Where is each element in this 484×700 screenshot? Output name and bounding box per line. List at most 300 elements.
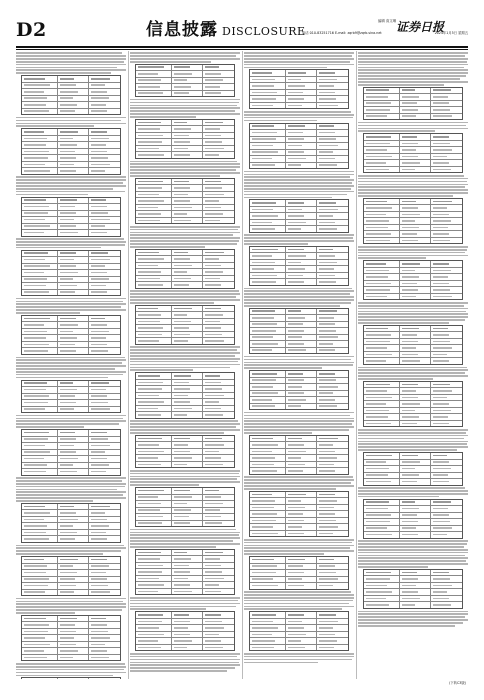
table-cell — [203, 638, 234, 644]
text-line — [16, 61, 124, 63]
table-cell — [89, 590, 120, 596]
table-cell — [286, 455, 318, 461]
cell-text — [433, 384, 450, 386]
table-cell — [364, 466, 400, 472]
cell-text — [366, 328, 388, 330]
table-cell — [203, 282, 234, 288]
table-cell — [364, 141, 400, 147]
table-cell — [250, 391, 286, 397]
table-cell — [58, 76, 90, 82]
table-cell — [286, 625, 318, 631]
text-line — [358, 316, 468, 318]
cell-text — [319, 268, 334, 270]
cell-text — [138, 252, 159, 254]
text-line — [130, 484, 199, 486]
text-line — [130, 293, 240, 295]
paragraph — [130, 99, 240, 118]
cell-text — [91, 199, 106, 201]
table-cell — [317, 404, 348, 410]
cell-text — [288, 164, 302, 166]
cell-text — [252, 572, 276, 574]
table-cell — [58, 635, 90, 641]
cell-text — [319, 255, 334, 257]
text-line — [244, 243, 308, 245]
table-cell — [286, 378, 318, 384]
table-cell — [400, 238, 432, 244]
table-cell — [172, 412, 204, 418]
table-cell — [58, 168, 90, 174]
cell-text — [319, 500, 337, 502]
table-cell — [203, 319, 234, 325]
text-line — [244, 296, 354, 298]
text-line — [130, 364, 240, 366]
table-cell — [250, 213, 286, 219]
table-cell — [364, 287, 400, 293]
cell-text — [60, 519, 78, 521]
text-line — [358, 195, 453, 197]
table-cell — [317, 322, 348, 328]
cell-text — [60, 445, 75, 447]
table-cell — [431, 453, 462, 459]
table-cell — [136, 393, 172, 399]
cell-text — [138, 451, 164, 453]
table-cell — [250, 531, 286, 537]
table-cell — [22, 322, 58, 328]
cell-text — [319, 145, 337, 147]
table-cell — [136, 179, 172, 185]
table-cell — [364, 460, 400, 466]
table-cell — [58, 678, 90, 679]
table-cell — [431, 160, 462, 166]
table-cell — [286, 124, 318, 130]
text-line — [130, 113, 240, 115]
cell-text — [205, 207, 220, 209]
table-cell — [172, 269, 204, 275]
cell-text — [252, 79, 275, 81]
cell-text — [402, 461, 420, 463]
table-cell — [89, 523, 120, 529]
cell-text — [138, 621, 162, 623]
cell-text — [138, 401, 164, 403]
cell-text — [138, 154, 164, 156]
table-cell — [286, 511, 318, 517]
cell-text — [60, 382, 74, 384]
cell-text — [138, 200, 164, 202]
text-line — [16, 191, 125, 193]
table-row — [136, 218, 234, 224]
table-cell — [136, 306, 172, 312]
text-line — [130, 369, 193, 371]
table-cell — [22, 616, 58, 622]
cell-text — [366, 572, 391, 574]
table-cell — [22, 329, 58, 335]
table-cell — [400, 532, 432, 538]
table-cell — [286, 207, 318, 213]
cell-text — [319, 640, 337, 642]
text-line — [244, 608, 342, 610]
cell-text — [138, 634, 164, 636]
table-cell — [89, 277, 120, 283]
table-cell — [286, 371, 318, 377]
text-line — [130, 426, 236, 428]
table-cell — [364, 281, 400, 287]
cell-text — [366, 474, 388, 476]
table-cell — [89, 381, 120, 387]
text-line — [358, 490, 468, 492]
table-row — [22, 290, 120, 296]
table-row — [364, 532, 462, 538]
cell-text — [433, 89, 451, 91]
text-line — [130, 163, 240, 165]
table-cell — [89, 329, 120, 335]
text-line — [244, 356, 354, 358]
text-line — [130, 358, 240, 360]
table-cell — [172, 263, 204, 269]
text-line — [130, 172, 240, 174]
table-cell — [431, 382, 462, 388]
cell-text — [24, 525, 47, 527]
table-cell — [172, 514, 204, 520]
cell-text — [91, 525, 109, 527]
column-divider — [356, 51, 357, 679]
table-cell — [364, 506, 400, 512]
text-line — [358, 81, 468, 83]
text-line — [130, 52, 240, 54]
cell-text — [174, 503, 188, 505]
cell-text — [366, 283, 391, 285]
table-cell — [364, 147, 400, 153]
table-cell — [172, 65, 204, 71]
table-cell — [203, 325, 234, 331]
cell-text — [60, 278, 74, 280]
cell-text — [91, 252, 108, 254]
cell-text — [174, 321, 192, 323]
table-cell — [431, 414, 462, 420]
table-cell — [364, 107, 400, 113]
table-cell — [400, 114, 432, 120]
table-cell — [431, 526, 462, 532]
cell-text — [252, 125, 274, 127]
cell-text — [60, 272, 78, 274]
cell-text — [402, 474, 420, 476]
cell-text — [91, 445, 109, 447]
table-cell — [364, 268, 400, 274]
cell-text — [24, 110, 49, 112]
table-cell — [286, 557, 318, 563]
table-cell — [203, 152, 234, 158]
table-cell — [58, 290, 90, 296]
text-line — [16, 185, 126, 187]
table-cell — [22, 348, 58, 354]
table-cell — [286, 150, 318, 156]
cell-text — [24, 591, 45, 593]
text-line — [130, 229, 238, 231]
table-row — [250, 279, 348, 285]
cell-text — [252, 621, 273, 623]
table-cell — [58, 577, 90, 583]
cell-text — [205, 148, 223, 150]
text-line — [244, 432, 312, 434]
table-cell — [431, 466, 462, 472]
cell-text — [288, 513, 303, 515]
paragraph — [358, 367, 468, 380]
cell-text — [252, 494, 272, 496]
cell-text — [433, 390, 451, 392]
text-line — [16, 423, 119, 425]
cell-text — [60, 265, 76, 267]
cell-text — [24, 144, 46, 146]
cell-text — [319, 464, 334, 466]
table-cell — [22, 635, 58, 641]
table-cell — [364, 526, 400, 532]
cell-text — [60, 97, 74, 99]
data-table — [363, 87, 463, 121]
table-cell — [250, 309, 286, 315]
data-table — [21, 75, 121, 115]
cell-text — [402, 501, 416, 503]
table-cell — [136, 508, 172, 514]
table-cell — [203, 205, 234, 211]
cell-text — [288, 627, 304, 629]
table-cell — [89, 129, 120, 135]
cell-text — [288, 79, 302, 81]
table-cell — [172, 312, 204, 318]
table-cell — [317, 384, 348, 390]
table-cell — [250, 511, 286, 517]
cell-text — [366, 233, 391, 235]
cell-text — [366, 468, 389, 470]
table-cell — [136, 449, 172, 455]
cell-text — [366, 341, 390, 343]
table-cell — [203, 133, 234, 139]
cell-text — [319, 565, 335, 567]
text-line — [244, 197, 332, 199]
cell-text — [319, 215, 333, 217]
cell-text — [24, 199, 46, 201]
table-cell — [22, 217, 58, 223]
cell-text — [60, 164, 75, 166]
cell-text — [91, 265, 105, 267]
table-cell — [364, 570, 400, 576]
text-line — [16, 494, 123, 496]
table-cell — [286, 247, 318, 253]
paragraph — [244, 591, 354, 610]
table-cell — [286, 130, 318, 136]
cell-text — [433, 162, 448, 164]
table-cell — [172, 638, 204, 644]
table-cell — [250, 498, 286, 504]
cell-text — [433, 270, 451, 272]
table-cell — [400, 414, 432, 420]
cell-text — [174, 314, 188, 316]
table-cell — [431, 141, 462, 147]
cell-text — [91, 164, 109, 166]
table-cell — [22, 583, 58, 589]
paragraph — [130, 653, 240, 672]
cell-text — [252, 330, 276, 332]
text-line — [130, 290, 239, 292]
table-cell — [58, 583, 90, 589]
cell-text — [60, 572, 78, 574]
cell-text — [205, 79, 223, 81]
cell-text — [60, 225, 76, 227]
text-line — [358, 446, 468, 448]
cell-text — [60, 252, 77, 254]
text-line — [358, 302, 468, 304]
text-line — [244, 64, 354, 66]
cell-text — [433, 410, 451, 412]
cell-text — [174, 591, 192, 593]
table-cell — [172, 589, 204, 595]
cell-text — [174, 207, 192, 209]
text-line — [244, 111, 351, 113]
text-line — [16, 420, 126, 422]
cell-text — [433, 403, 448, 405]
table-cell — [431, 519, 462, 525]
cell-text — [252, 145, 273, 147]
table-cell — [317, 570, 348, 576]
text-line — [130, 110, 235, 112]
cell-text — [252, 578, 273, 580]
cell-text — [433, 115, 451, 117]
text-line — [244, 182, 352, 184]
cell-text — [91, 291, 107, 293]
cell-text — [366, 276, 388, 278]
table-cell — [431, 395, 462, 401]
table-cell — [22, 590, 58, 596]
table-cell — [58, 251, 90, 257]
cell-text — [288, 526, 303, 528]
text-line — [130, 296, 236, 298]
table-cell — [22, 622, 58, 628]
cell-text — [433, 347, 451, 349]
table-cell — [431, 358, 462, 364]
table-cell — [203, 589, 234, 595]
cell-text — [205, 181, 221, 183]
table-cell — [400, 583, 432, 589]
cell-text — [60, 585, 77, 587]
table-cell — [22, 510, 58, 516]
cell-text — [60, 157, 77, 159]
text-line — [16, 194, 88, 196]
table-cell — [89, 96, 120, 102]
cell-text — [24, 318, 50, 320]
cell-text — [288, 249, 304, 251]
table-cell — [286, 524, 318, 530]
cell-text — [402, 270, 416, 272]
table-cell — [250, 143, 286, 149]
cell-text — [252, 349, 272, 351]
table-cell — [203, 495, 234, 501]
cell-text — [366, 508, 388, 510]
table-cell — [400, 261, 432, 267]
table-cell — [317, 619, 348, 625]
table-cell — [136, 412, 172, 418]
cell-text — [402, 341, 419, 343]
cell-text — [366, 240, 390, 242]
table-cell — [172, 563, 204, 569]
cell-text — [252, 72, 272, 74]
cell-text — [288, 500, 302, 502]
table-cell — [89, 316, 120, 322]
text-line — [16, 238, 124, 240]
cell-text — [60, 395, 75, 397]
table-cell — [22, 536, 58, 542]
cell-text — [174, 148, 189, 150]
table-cell — [286, 77, 318, 83]
table-cell — [203, 380, 234, 386]
cell-text — [91, 272, 106, 274]
cell-text — [205, 252, 223, 254]
table-cell — [317, 83, 348, 89]
table-cell — [22, 109, 58, 115]
cell-text — [433, 572, 449, 574]
table-cell — [136, 589, 172, 595]
cell-text — [252, 507, 274, 509]
table-cell — [58, 83, 90, 89]
cell-text — [319, 405, 337, 407]
cell-text — [433, 289, 450, 291]
table-cell — [250, 619, 286, 625]
cell-text — [205, 444, 223, 446]
cell-text — [91, 572, 106, 574]
table-cell — [172, 619, 204, 625]
cell-text — [24, 506, 45, 508]
table-cell — [400, 602, 432, 608]
text-line — [244, 429, 349, 431]
data-table — [135, 119, 235, 159]
text-line — [244, 423, 352, 425]
cell-text — [319, 164, 337, 166]
table-cell — [58, 102, 90, 108]
cell-text — [174, 395, 189, 397]
text-line — [244, 117, 353, 119]
table-cell — [286, 391, 318, 397]
cell-text — [24, 344, 49, 346]
cell-text — [366, 403, 386, 405]
cell-text — [60, 402, 77, 404]
cell-text — [138, 509, 160, 511]
cell-text — [252, 222, 272, 224]
text-line — [16, 55, 126, 57]
cell-text — [91, 512, 105, 514]
cell-text — [433, 109, 450, 111]
cell-text — [366, 384, 390, 386]
table-cell — [286, 83, 318, 89]
cell-text — [91, 170, 105, 172]
cell-text — [138, 647, 161, 649]
paragraph — [244, 111, 354, 121]
table-cell — [136, 521, 172, 527]
cell-text — [288, 438, 303, 440]
table-cell — [136, 185, 172, 191]
text-line — [16, 489, 117, 491]
text-line — [130, 361, 238, 363]
table-cell — [286, 137, 318, 143]
paragraph — [130, 597, 240, 610]
table-cell — [400, 421, 432, 427]
cell-text — [138, 382, 163, 384]
cell-text — [288, 507, 306, 509]
paragraph — [130, 420, 240, 433]
cell-text — [366, 289, 390, 291]
table-cell — [172, 436, 204, 442]
table-cell — [364, 382, 400, 388]
table-cell — [136, 139, 172, 145]
text-line — [244, 299, 354, 301]
table-cell — [203, 198, 234, 204]
table-cell — [286, 570, 318, 576]
